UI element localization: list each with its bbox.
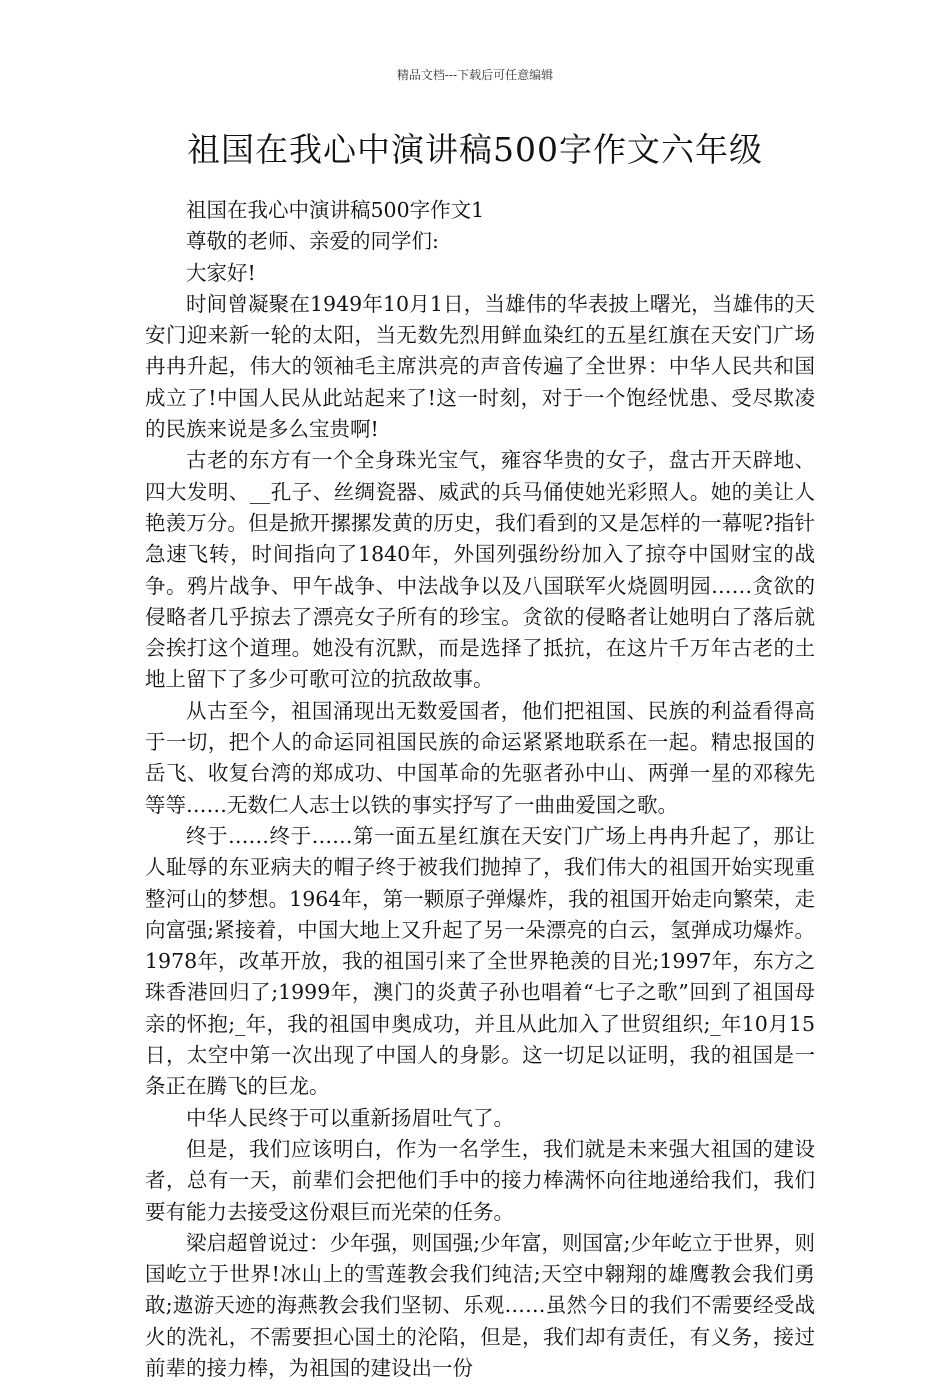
paragraph-liang-qichao: 梁启超曾说过：少年强，则国强;少年富，则国富;少年屹立于世界，则国屹立于世界!冰山上的雪莲教会我们纯洁;天空中翱翔的雄鹰教会我们勇敢;遨游天迹的海燕教会我们坚韧、乐观……虽然今日的我们不需要经受战火的洗礼，不需要担心国土的沦陷，但是，我们却有责任，有义务，接过前辈的接力棒，为祖国的建设出一份 <box>145 1230 815 1380</box>
paragraph-pride: 中华人民终于可以重新扬眉吐气了。 <box>186 1105 514 1130</box>
paragraph-achievements: 终于……终于……第一面五星红旗在天安门广场上冉冉升起了，那让人耻辱的东亚病夫的帽子终于被我们抛掉了，我们伟大的祖国开始实现重整河山的梦想。1964年，第一颗原子弹爆炸，我的祖国开始走向繁荣，走向富强;紧接着，中国大地上又升起了另一朵漂亮的白云，氢弹成功爆炸。1978年，改革开放，我的祖国引来了全世界艳羡的目光;1997年，东方之珠香港回归了;1999年，澳门的炎黄子孙也唱着“七子之歌”回到了祖国母亲的怀抱;_年，我的祖国申奥成功，并且从此加入了世贸组织;_年10月15日，太空中第一次出现了中国人的身影。这一切足以证明，我的祖国是一条正在腾飞的巨龙。 <box>145 823 815 1099</box>
paragraph-responsibility: 但是，我们应该明白，作为一名学生，我们就是未来强大祖国的建设者，总有一天，前辈们会把他们手中的接力棒满怀向往地递给我们，我们要有能力去接受这份艰巨而光荣的任务。 <box>145 1136 815 1224</box>
paragraph-founding: 时间曾凝聚在1949年10月1日，当雄伟的华表披上曙光，当雄伟的天安门迎来新一轮的太阳，当无数先烈用鲜血染红的五星红旗在天安门广场冉冉升起，伟大的领袖毛主席洪亮的声音传遍了全世界：中华人民共和国成立了!中国人民从此站起来了!这一时刻，对于一个饱经忧患、受尽欺凌的民族来说是多么宝贵啊! <box>145 291 815 442</box>
page-header-note: 精品文档---下载后可任意编辑 <box>396 68 554 82</box>
paragraph-subtitle: 祖国在我心中演讲稿500字作文1 <box>186 198 485 222</box>
document-body <box>145 195 815 1384</box>
paragraph-greeting: 大家好! <box>186 260 256 285</box>
paragraph-salutation: 尊敬的老师、亲爱的同学们: <box>186 229 439 254</box>
paragraph-patriots: 从古至今，祖国涌现出无数爱国者，他们把祖国、民族的利益看得高于一切，把个人的命运同祖国民族的命运紧紧地联系在一起。精忠报国的岳飞、收复台湾的郑成功、中国革命的先驱者孙中山、两弹一星的邓稼先等等……无数仁人志士以铁的事实抒写了一曲曲爱国之歌。 <box>145 698 815 817</box>
document-title: 祖国在我心中演讲稿500字作文六年级 <box>187 130 763 169</box>
paragraph-history: 古老的东方有一个全身珠光宝气，雍容华贵的女子，盘古开天辟地、四大发明、__孔子、丝绸瓷器、威武的兵马俑使她光彩照人。她的美让人艳羡万分。但是掀开摞摞发黄的历史，我们看到的又是怎样的一幕呢?指针急速飞转，时间指向了1840年，外国列强纷纷加入了掠夺中国财宝的战争。鸦片战争、甲午战争、中法战争以及八国联军火烧圆明园……贪欲的侵略者几乎掠去了漂亮女子所有的珍宝。贪欲的侵略者让她明白了落后就会挨打这个道理。她没有沉默，而是选择了抵抗，在这片千万年古老的土地上留下了多少可歌可泣的抗敌故事。 <box>145 448 815 692</box>
